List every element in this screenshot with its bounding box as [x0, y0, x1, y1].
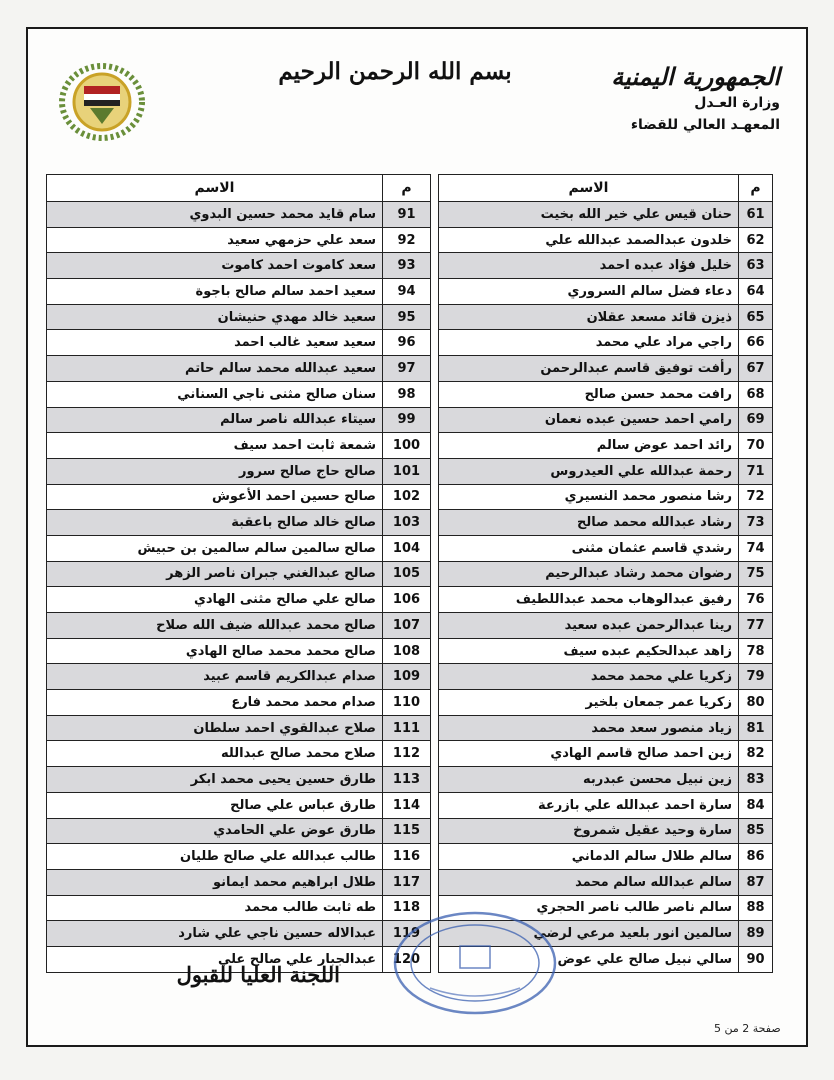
row-number: 81	[739, 715, 773, 741]
row-number: 115	[383, 818, 431, 844]
institute-stamp-icon	[390, 908, 560, 1018]
student-name: ذيزن قائد مسعد عقلان	[439, 304, 739, 330]
student-name: راجي مراد علي محمد	[439, 330, 739, 356]
row-number: 62	[739, 227, 773, 253]
row-number: 73	[739, 510, 773, 536]
student-name: رضوان محمد رشاد عبدالرحيم	[439, 561, 739, 587]
row-number: 107	[383, 613, 431, 639]
table-row	[47, 356, 773, 382]
student-name: سعيد احمد سالم صالح باجوة	[47, 279, 383, 305]
column-gap	[431, 715, 439, 741]
row-number: 88	[739, 895, 773, 921]
student-name: رشا منصور محمد النسيري	[439, 484, 739, 510]
table-row	[47, 458, 773, 484]
row-number: 91	[383, 202, 431, 228]
student-name: سالم عبدالله سالم محمد	[439, 869, 739, 895]
table-row	[47, 741, 773, 767]
student-name: صلاح عبدالقوي احمد سلطان	[47, 715, 383, 741]
column-gap	[431, 175, 439, 202]
column-header-name: الاسم	[439, 175, 739, 202]
row-number: 74	[739, 535, 773, 561]
student-name: صالح عبدالغني جبران ناصر الزهر	[47, 561, 383, 587]
row-number: 76	[739, 587, 773, 613]
student-name: صدام عبدالكريم قاسم عبيد	[47, 664, 383, 690]
row-number: 111	[383, 715, 431, 741]
column-gap	[431, 767, 439, 793]
student-name: حنان قيس علي خير الله بخيت	[439, 202, 739, 228]
table-row	[47, 535, 773, 561]
table-row	[47, 690, 773, 716]
student-name: طه ثابت طالب محمد	[47, 895, 383, 921]
student-name: سعيد عبدالله محمد سالم حاتم	[47, 356, 383, 382]
row-number: 120	[383, 946, 431, 972]
table-row	[47, 304, 773, 330]
student-name: صالح محمد عبدالله ضيف الله صلاح	[47, 613, 383, 639]
column-gap	[431, 330, 439, 356]
column-gap	[431, 304, 439, 330]
row-number: 86	[739, 844, 773, 870]
table-row	[47, 792, 773, 818]
student-name: صالح حاج صالح سرور	[47, 458, 383, 484]
row-number: 114	[383, 792, 431, 818]
row-number: 87	[739, 869, 773, 895]
row-number: 95	[383, 304, 431, 330]
column-gap	[431, 253, 439, 279]
student-name: صلاح محمد صالح عبدالله	[47, 741, 383, 767]
student-name: صالح سالمين سالم سالمين بن حبيش	[47, 535, 383, 561]
letterhead	[540, 62, 780, 136]
student-name: سالي نبيل صالح علي عوض	[439, 946, 739, 972]
table-row	[47, 433, 773, 459]
row-number: 101	[383, 458, 431, 484]
column-gap	[431, 664, 439, 690]
row-number: 105	[383, 561, 431, 587]
ministry-title: وزارة العـدل	[694, 95, 780, 111]
column-header-number: م	[383, 175, 431, 202]
row-number: 84	[739, 792, 773, 818]
roster-body	[47, 202, 773, 973]
table-row	[47, 330, 773, 356]
student-name: طارق عوض علي الحامدي	[47, 818, 383, 844]
column-gap	[431, 279, 439, 305]
student-name: سالمين انور بلعيد مرعي لرضي	[439, 921, 739, 947]
column-gap	[431, 638, 439, 664]
student-name: رافت محمد حسن صالح	[439, 381, 739, 407]
row-number: 110	[383, 690, 431, 716]
row-number: 66	[739, 330, 773, 356]
student-roster	[46, 174, 772, 973]
yemen-emblem-icon	[56, 62, 148, 142]
column-gap	[431, 458, 439, 484]
student-name: رفيق عبدالوهاب محمد عبداللطيف	[439, 587, 739, 613]
row-number: 82	[739, 741, 773, 767]
row-number: 89	[739, 921, 773, 947]
student-name: زاهد عبدالحكيم عبده سيف	[439, 638, 739, 664]
row-number: 99	[383, 407, 431, 433]
row-number: 100	[383, 433, 431, 459]
republic-title: الجمهورية اليمنية	[611, 62, 780, 91]
column-gap	[431, 587, 439, 613]
student-name: عبدالجبار علي صالح علي	[47, 946, 383, 972]
roster-table	[46, 174, 773, 973]
column-gap	[431, 818, 439, 844]
row-number: 118	[383, 895, 431, 921]
table-row	[47, 844, 773, 870]
student-name: سالم ناصر طالب ناصر الحجري	[439, 895, 739, 921]
column-gap	[431, 690, 439, 716]
column-gap	[431, 535, 439, 561]
student-name: صدام محمد محمد فارع	[47, 690, 383, 716]
table-row	[47, 587, 773, 613]
student-name: سعيد خالد مهدي حنيشان	[47, 304, 383, 330]
table-row	[47, 202, 773, 228]
row-number: 63	[739, 253, 773, 279]
row-number: 108	[383, 638, 431, 664]
row-number: 61	[739, 202, 773, 228]
student-name: سارة وحيد عقيل شمروخ	[439, 818, 739, 844]
student-name: زين نبيل محسن عبدربه	[439, 767, 739, 793]
row-number: 104	[383, 535, 431, 561]
row-number: 79	[739, 664, 773, 690]
row-number: 68	[739, 381, 773, 407]
table-row	[47, 484, 773, 510]
table-row	[47, 407, 773, 433]
row-number: 90	[739, 946, 773, 972]
row-number: 85	[739, 818, 773, 844]
row-number: 93	[383, 253, 431, 279]
student-name: سام قايد محمد حسين البدوي	[47, 202, 383, 228]
table-row	[47, 638, 773, 664]
student-name: زين احمد صالح قاسم الهادي	[439, 741, 739, 767]
column-gap	[431, 484, 439, 510]
student-name: رأفت توفيق قاسم عبدالرحمن	[439, 356, 739, 382]
student-name: سيتاء عبدالله ناصر سالم	[47, 407, 383, 433]
table-row	[47, 253, 773, 279]
student-name: صالح حسين احمد الأعوش	[47, 484, 383, 510]
row-number: 106	[383, 587, 431, 613]
student-name: طارق عباس علي صالح	[47, 792, 383, 818]
row-number: 109	[383, 664, 431, 690]
row-number: 117	[383, 869, 431, 895]
row-number: 112	[383, 741, 431, 767]
row-number: 65	[739, 304, 773, 330]
page-number: صفحة 2 من 5	[714, 1022, 781, 1035]
row-number: 70	[739, 433, 773, 459]
basmala-heading: بسم الله الرحمن الرحيم	[278, 58, 512, 85]
column-header-name: الاسم	[47, 175, 383, 202]
table-row	[47, 561, 773, 587]
student-name: طلال ابراهيم محمد ايمانو	[47, 869, 383, 895]
row-number: 83	[739, 767, 773, 793]
student-name: صالح علي صالح مثنى الهادي	[47, 587, 383, 613]
row-number: 67	[739, 356, 773, 382]
table-header-row	[47, 175, 773, 202]
student-name: سارة احمد عبدالله علي بازرعة	[439, 792, 739, 818]
student-name: رشدي قاسم عثمان مثنى	[439, 535, 739, 561]
institute-title: المعهـد العالي للقضاء	[630, 117, 780, 133]
student-name: سعد كاموت احمد كاموت	[47, 253, 383, 279]
row-number: 72	[739, 484, 773, 510]
row-number: 80	[739, 690, 773, 716]
student-name: رامي احمد حسين عبده نعمان	[439, 407, 739, 433]
student-name: زكريا عمر جمعان بلخير	[439, 690, 739, 716]
row-number: 75	[739, 561, 773, 587]
column-gap	[431, 202, 439, 228]
row-number: 71	[739, 458, 773, 484]
table-row	[47, 510, 773, 536]
table-row	[47, 381, 773, 407]
student-name: زكريا علي محمد محمد	[439, 664, 739, 690]
row-number: 98	[383, 381, 431, 407]
student-name: سعيد سعيد غالب احمد	[47, 330, 383, 356]
table-row	[47, 869, 773, 895]
column-gap	[431, 433, 439, 459]
row-number: 103	[383, 510, 431, 536]
row-number: 102	[383, 484, 431, 510]
student-name: رينا عبدالرحمن عبده سعيد	[439, 613, 739, 639]
table-row	[47, 227, 773, 253]
committee-signature: اللجنة العليا للقبول	[176, 962, 340, 987]
student-name: دعاء فضل سالم السروري	[439, 279, 739, 305]
row-number: 116	[383, 844, 431, 870]
row-number: 92	[383, 227, 431, 253]
row-number: 113	[383, 767, 431, 793]
row-number: 96	[383, 330, 431, 356]
table-row	[47, 715, 773, 741]
row-number: 94	[383, 279, 431, 305]
column-gap	[431, 407, 439, 433]
column-gap	[431, 227, 439, 253]
row-number: 97	[383, 356, 431, 382]
table-row	[47, 664, 773, 690]
column-gap	[431, 613, 439, 639]
student-name: طالب عبدالله علي صالح طليان	[47, 844, 383, 870]
row-number: 78	[739, 638, 773, 664]
student-name: سالم طلال سالم الدماني	[439, 844, 739, 870]
student-name: طارق حسين يحيى محمد ابكر	[47, 767, 383, 793]
table-row	[47, 818, 773, 844]
column-gap	[431, 844, 439, 870]
student-name: رحمة عبدالله علي العيدروس	[439, 458, 739, 484]
column-gap	[431, 869, 439, 895]
row-number: 69	[739, 407, 773, 433]
student-name: خلدون عبدالصمد عبدالله علي	[439, 227, 739, 253]
column-gap	[431, 510, 439, 536]
row-number: 64	[739, 279, 773, 305]
student-name: سنان صالح مثنى ناجي السناني	[47, 381, 383, 407]
column-gap	[431, 356, 439, 382]
table-row	[47, 279, 773, 305]
column-gap	[431, 561, 439, 587]
student-name: رشاد عبدالله محمد صالح	[439, 510, 739, 536]
student-name: عبدالاله حسين ناجي علي شارد	[47, 921, 383, 947]
table-row	[47, 767, 773, 793]
student-name: رائد احمد عوض سالم	[439, 433, 739, 459]
row-number: 77	[739, 613, 773, 639]
student-name: خليل فؤاد عبده احمد	[439, 253, 739, 279]
student-name: سعد علي حزمهي سعيد	[47, 227, 383, 253]
student-name: صالح محمد محمد صالح الهادي	[47, 638, 383, 664]
column-gap	[431, 741, 439, 767]
student-name: زياد منصور سعد محمد	[439, 715, 739, 741]
student-name: صالح خالد صالح باعقبة	[47, 510, 383, 536]
column-gap	[431, 792, 439, 818]
student-name: شمعة ثابت احمد سيف	[47, 433, 383, 459]
column-gap	[431, 381, 439, 407]
column-header-number: م	[739, 175, 773, 202]
table-row	[47, 613, 773, 639]
row-number: 119	[383, 921, 431, 947]
